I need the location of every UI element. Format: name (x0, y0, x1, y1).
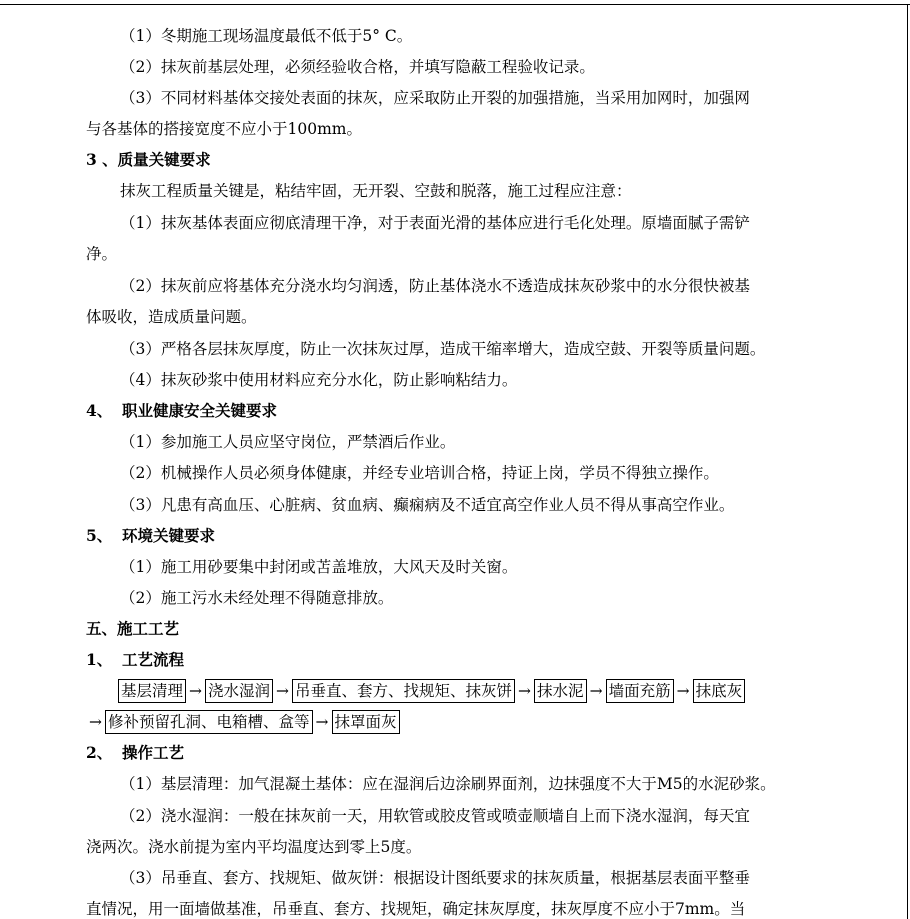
arrow-icon: → (315, 713, 329, 731)
paragraph-line: （2）浇水湿润：一般在抹灰前一天，用软管或胶皮管或喷壶顺墙自上而下浇水湿润，每天宜 (120, 807, 750, 825)
flow-step: 抹水泥 (534, 679, 587, 703)
paragraph-line: （3）严格各层抹灰厚度，防止一次抹灰过厚，造成干缩率增大，造成空鼓、开裂等质量问题。 (120, 340, 766, 358)
chapter-heading: 五、施工工艺 (86, 619, 180, 638)
heading-number: 2、 (86, 743, 113, 762)
arrow-icon: → (518, 682, 532, 700)
arrow-icon: → (189, 682, 203, 700)
right-border (907, 4, 908, 919)
paragraph-line: （3）不同材料基体交接处表面的抹灰，应采取防止开裂的加强措施，当采用加网时，加强网 (120, 89, 750, 107)
heading-text: 职业健康安全关键要求 (122, 401, 278, 420)
paragraph-line: 抹灰工程质量关键是，粘结牢固，无开裂、空鼓和脱落，施工过程应注意： (120, 182, 632, 200)
paragraph-line: （2）机械操作人员必须身体健康，并经专业培训合格，持证上岗，学员不得独立操作。 (120, 464, 719, 482)
arrow-icon: → (676, 682, 690, 700)
paragraph-line: （1）基层清理：加气混凝土基体：应在湿润后边涂刷界面剂，边抹强度不大于M5的水泥砂浆。 (120, 775, 776, 793)
section-heading (86, 526, 215, 546)
paragraph-line: 净。 (86, 245, 118, 263)
paragraph-line: （2）抹灰前应将基体充分浇水均匀润透，防止基体浇水不透造成抹灰砂浆中的水分很快被基 (120, 277, 750, 295)
arrow-icon: → (89, 713, 102, 731)
heading-number: 4、 (86, 401, 113, 420)
heading-text: 工艺流程 (122, 650, 185, 669)
flow-step: 浇水湿润 (205, 679, 273, 703)
flow-step: 修补预留孔洞、电箱槽、盒等 (105, 710, 313, 734)
flow-step: 抹罩面灰 (332, 710, 400, 734)
section-heading (86, 650, 184, 670)
paragraph-line: 体吸收，造成质量问题。 (86, 308, 257, 326)
heading-text: 环境关键要求 (122, 526, 216, 545)
flow-step: 抹底灰 (693, 679, 746, 703)
paragraph-line: 直情况，用一面墙做基准，吊垂直、套方、找规矩，确定抹灰厚度，抹灰厚度不应小于7mm。当 (86, 900, 746, 918)
flow-step: 基层清理 (118, 679, 186, 703)
section-heading (86, 401, 277, 421)
process-flow-row-2 (86, 710, 400, 734)
heading-number: 1、 (86, 650, 113, 669)
paragraph-line: （2）施工污水未经处理不得随意排放。 (120, 589, 394, 607)
heading-text: 操作工艺 (122, 743, 185, 762)
paragraph-line: （1）抹灰基体表面应彻底清理干净，对于表面光滑的基体应进行毛化处理。原墙面腻子需铲 (120, 214, 750, 232)
process-flow-row-1 (118, 679, 745, 703)
paragraph-line: （4）抹灰砂浆中使用材料应充分水化，防止影响粘结力。 (120, 371, 518, 389)
heading-number: 5、 (86, 526, 113, 545)
arrow-icon: → (589, 682, 603, 700)
paragraph-line: （1）施工用砂要集中封闭或苫盖堆放，大风天及时关窗。 (120, 558, 518, 576)
flow-step: 吊垂直、套方、找规矩、抹灰饼 (292, 679, 515, 703)
arrow-icon: → (276, 682, 290, 700)
paragraph-line: （3）凡患有高血压、心脏病、贫血病、癫痫病及不适宜高空作业人员不得从事高空作业。 (120, 496, 735, 514)
section-heading: 3 、质量关键要求 (86, 150, 211, 169)
paragraph-line: 浇两次。浇水前提为室内平均温度达到零上5度。 (86, 838, 422, 856)
paragraph-line: （2）抹灰前基层处理，必须经验收合格，并填写隐蔽工程验收记录。 (120, 58, 595, 76)
paragraph-line: （3）吊垂直、套方、找规矩、做灰饼：根据设计图纸要求的抹灰质量，根据基层表面平整垂 (120, 869, 750, 887)
section-heading (86, 743, 184, 763)
paragraph-line: （1）冬期施工现场温度最低不低于5° C。 (120, 27, 413, 45)
top-border (0, 4, 910, 5)
flow-step: 墙面充筋 (606, 679, 674, 703)
paragraph-line: （1）参加施工人员应坚守岗位，严禁酒后作业。 (120, 433, 456, 451)
paragraph-line: 与各基体的搭接宽度不应小于100mm。 (86, 120, 362, 138)
